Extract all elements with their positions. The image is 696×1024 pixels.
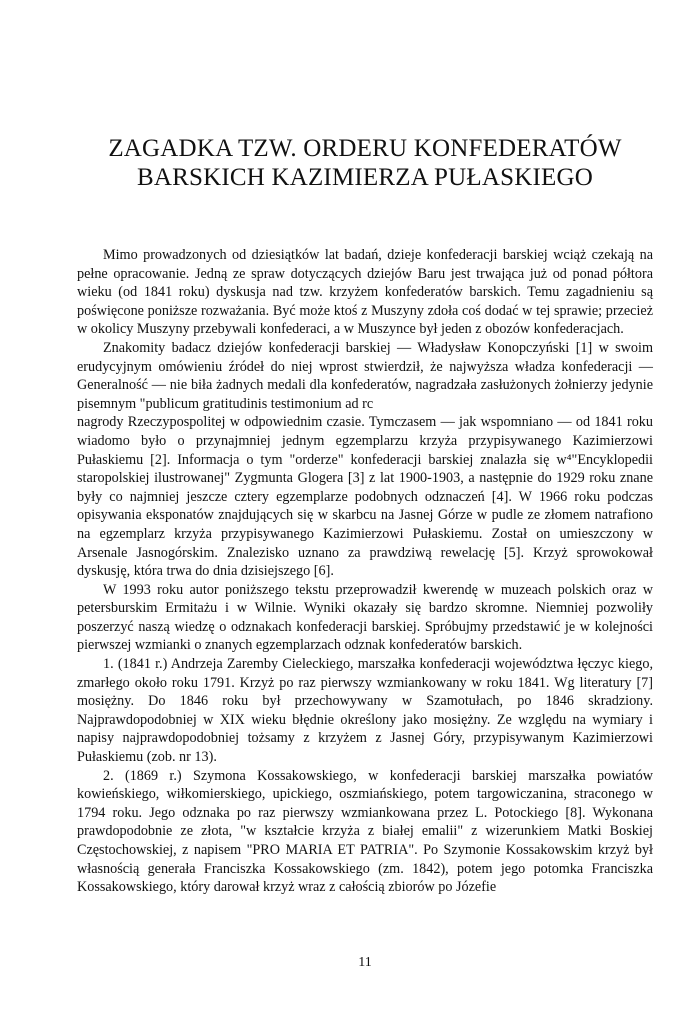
title-line-1: ZAGADKA TZW. ORDERU KONFEDERATÓW — [108, 135, 622, 162]
article-title — [77, 134, 653, 192]
list-item-1: 1. (1841 r.) Andrzeja Zaremby Cieleckiego, marszałka konfederacji województwa łęczyc kiego, zmarłego około roku 1791. Krzyż po raz pierwszy wzmiankowany w roku 1841. Wg literatury [7] mosiężny. Do 1846 roku był przechowywany w Szamotułach, po 1846 skradziony. Najprawdopodobniej w XIX wieku błędnie określony jako mosiężny. Ze względu na wymiary i napisy najprawdopodobniej tożsamy z krzyżem z Jasnej Góry, przypisywanym Kazimierzowi Pułaskiemu (zob. nr 13). — [77, 656, 653, 766]
page-number: 11 — [358, 955, 372, 970]
paragraph-konopczynski: Znakomity badacz dziejów konfederacji barskiej — Władysław Konopczyński [1] w swoim erudycyjnym omówieniu źródeł do niej wprost stwierdził, że najwyższa władza konfederacji — Generalność — nie biła żadnych medali dla konfederatów, nagradzała zasłużonych żołnierzy jedynie pisemnym "publicum gratitudinis testimonium ad rc — [77, 339, 653, 412]
paragraph-query-1993: W 1993 roku autor poniższego tekstu przeprowadził kwerendę w muzeach polskich oraz w petersburskim Ermitażu i w Wilnie. Wyniki okazały się bardzo skromne. Niemniej pozwoliły poszerzyć naszą wiedzę o odznakach konfederacji barskiej. Spróbujmy przedstawić je w kolejności pierwszej wzmianki o znanych egzemplarzach odznak konfederatów barskich. — [77, 581, 653, 654]
paragraph-continuation: nagrody Rzeczypospolitej w odpowiednim czasie. Tymczasem — jak wspomniano — od 1841 roku wiadomo było o przynajmniej jednym egzemplarzu krzyża przypisywanego Kazimierzowi Pułaskiemu [2]. Informacja o tym "orderze" konfederacji barskiej znalazła się w⁴"Encyklopedii staropolskiej ilustrowanej" Zygmunta Glogera [3] z lat 1900-1903, a następnie do 1929 roku znane były co najmniej jeszcze cztery egzemplarze podobnych odznaczeń [4]. W 1966 roku podczas opisywania eksponatów znajdujących się w skarbcu na Jasnej Górze w pudle ze złomem natrafiono na egzemplarz krzyża przypisywanego Kazimierzowi Pułaskiemu. Został on umieszczony w Arsenale Jasnogórskim. Znalezisko uznano za prawdziwą rewelację [5]. Krzyż sprowokował dyskusję, która trwa do dnia dzisiejszego [6]. — [77, 414, 653, 580]
title-line-2: BARSKICH KAZIMIERZA PUŁASKIEGO — [136, 164, 593, 191]
article-body — [77, 246, 653, 897]
paragraph-intro: Mimo prowadzonych od dziesiątków lat badań, dzieje konfederacji barskiej wciąż czekają na pełne opracowanie. Jedną ze spraw dotyczących dziejów Baru jest trwająca już od ponad półtora wieku (od 1841 roku) dyskusja nad tzw. krzyżem konfederatów barskich. Temu zagadnieniu są poświęcone poniższe rozważania. Być może ktoś z Muszyny zdoła coś dodać w tej sprawie; przecież w okolicy Muszyny przebywali konfederaci, a w Muszynce był jeden z obozów konfederacjach. — [77, 247, 653, 338]
list-item-2: 2. (1869 r.) Szymona Kossakowskiego, w konfederacji barskiej marszałka powiatów kowieńskiego, wiłkomierskiego, upickiego, oszmiańskiego, potem targowiczanina, straconego w 1794 roku. Jego odznaka po raz pierwszy wzmiankowana przez L. Potockiego [8]. Wykonana prawdopodobnie ze złota, "w kształcie krzyża z białej emalii" z wizerunkiem Matki Boskiej Częstochowskiej, z napisem "PRO MARIA ET PATRIA". Po Szymonie Kossakowskim krzyż był własnością generała Franciszka Kossakowskiego (zm. 1842), potem jego potomka Franciszka Kossakowskiego, który darował krzyż wraz z całością zbiorów po Józefie — [77, 767, 653, 896]
